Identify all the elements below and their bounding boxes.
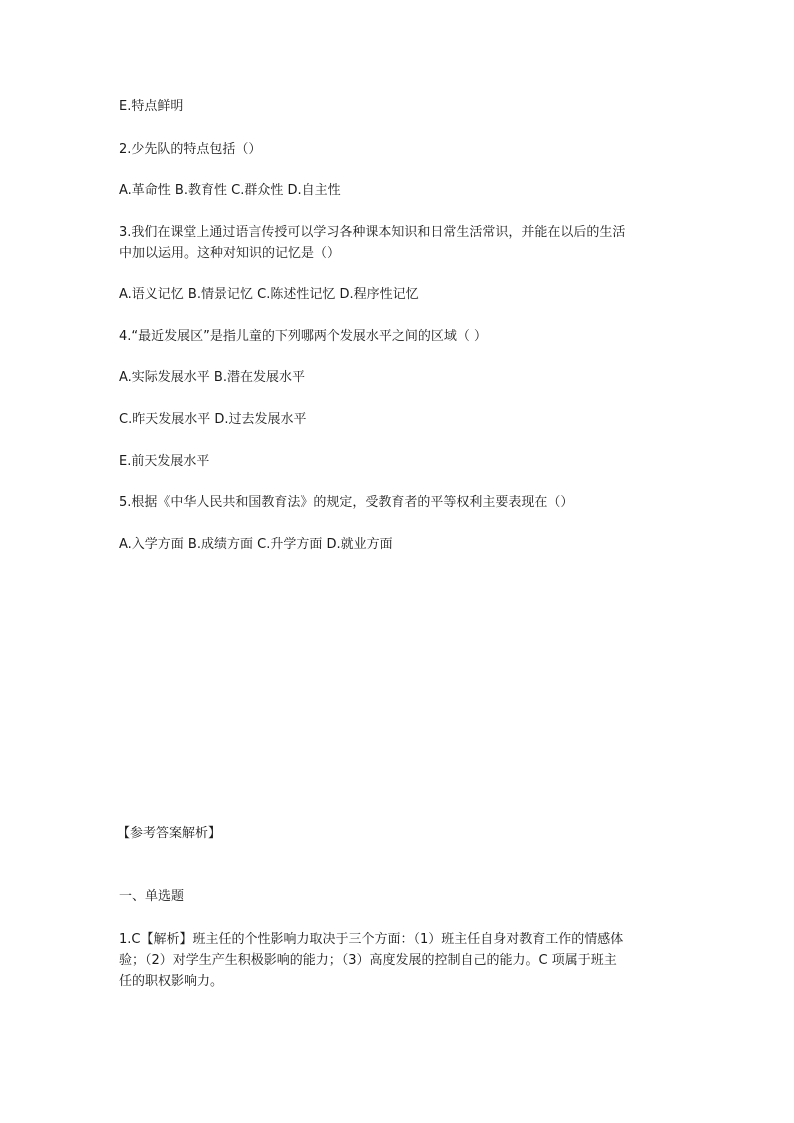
q4-options-ab: A.实际发展水平 B.潜在发展水平 [119,370,305,385]
q5-stem: 5.根据《中华人民共和国教育法》的规定，受教育者的平等权利主要表现在（） [119,495,574,510]
section-heading: 一、单选题 [119,889,185,904]
answer-1-line2: 验；（2）对学生产生积极影响的能力；（3）高度发展的控制自己的能力。C 项属于班主 [119,953,617,968]
q4-stem: 4.“最近发展区”是指儿童的下列哪两个发展水平之间的区域（ ） [119,329,488,344]
q5-options: A.入学方面 B.成绩方面 C.升学方面 D.就业方面 [119,537,393,552]
q4-options-cd: C.昨天发展水平 D.过去发展水平 [119,412,307,427]
q2-options: A.革命性 B.教育性 C.群众性 D.自主性 [119,183,341,198]
q3-stem-line1: 3.我们在课堂上通过语言传授可以学习各种课本知识和日常生活常识，并能在以后的生活 [119,225,626,240]
q1-option-e: E.特点鲜明 [119,99,184,114]
q2-stem: 2.少先队的特点包括（） [119,142,262,157]
q3-options: A.语义记忆 B.情景记忆 C.陈述性记忆 D.程序性记忆 [119,287,419,302]
q3-stem-line2: 中加以运用。这种对知识的记忆是（） [119,246,341,261]
answer-1-line1: 1.C【解析】班主任的个性影响力取决于三个方面：（1）班主任自身对教育工作的情感体 [119,932,624,947]
q4-option-e: E.前天发展水平 [119,454,210,469]
answers-heading: 【参考答案解析】 [117,826,222,841]
answer-1-line3: 任的职权影响力。 [119,974,224,989]
